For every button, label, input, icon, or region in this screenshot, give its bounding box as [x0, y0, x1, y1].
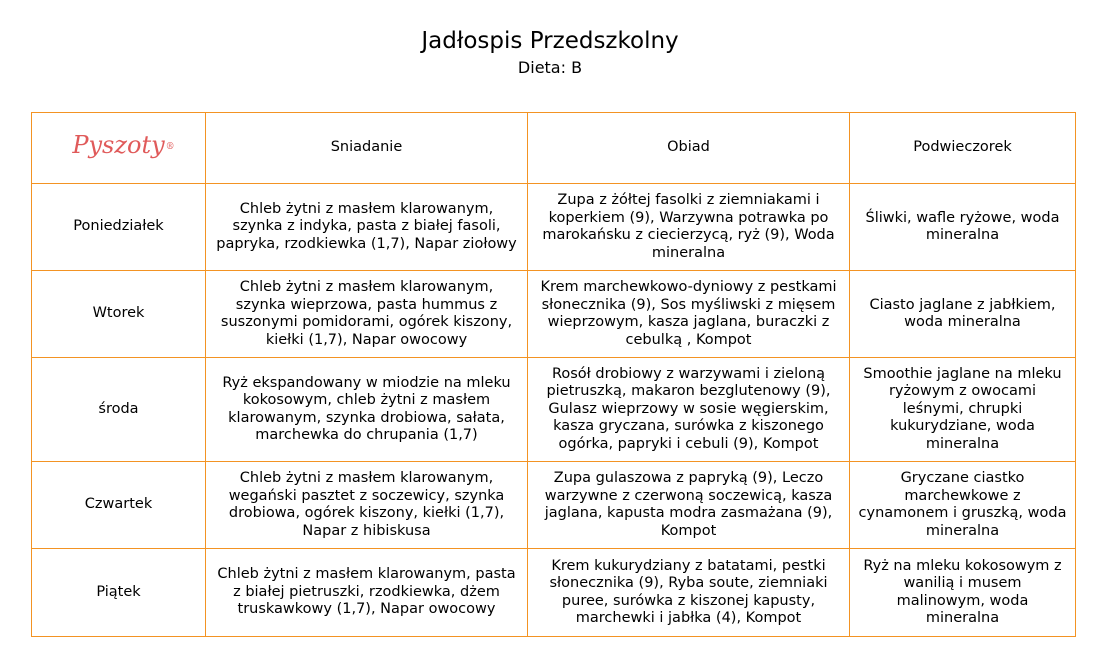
diet-subtitle: Dieta: B — [517, 58, 583, 77]
sniadanie-cell: Chleb żytni z masłem klarowanym, pasta z białej pietruszki, rzodkiewka, dżem truskawkowy (1,7), Napar owocowy — [206, 549, 528, 637]
menu-table — [31, 112, 1076, 637]
pyszoty-logo — [72, 131, 175, 160]
table-row — [32, 271, 1076, 358]
podwieczorek-cell: Śliwki, wafle ryżowe, woda mineralna — [850, 184, 1076, 271]
podwieczorek-cell: Smoothie jaglane na mleku ryżowym z owocami leśnymi, chrupki kukurydziane, woda mineralna — [850, 358, 1076, 462]
obiad-cell: Krem marchewkowo-dyniowy z pestkami słonecznika (9), Sos myśliwski z mięsem wieprzowym, kasza jaglana, buraczki z cebulką , Kompot — [528, 271, 850, 358]
obiad-cell: Zupa gulaszowa z papryką (9), Leczo warzywne z czerwoną soczewicą, kasza jaglana, kapusta modra zasmażana (9), Kompot — [528, 462, 850, 549]
obiad-cell: Zupa z żółtej fasolki z ziemniakami i koperkiem (9), Warzywna potrawka po marokańsku z ciecierzycą, ryż (9), Woda mineralna — [528, 184, 850, 271]
sniadanie-cell: Ryż ekspandowany w miodzie na mleku kokosowym, chleb żytni z masłem klarowanym, szynka drobiowa, sałata, marchewka do chrupania (1,7) — [206, 358, 528, 462]
sniadanie-cell: Chleb żytni z masłem klarowanym, szynka z indyka, pasta z białej fasoli, papryka, rzodkiewka (1,7), Napar ziołowy — [206, 184, 528, 271]
sniadanie-cell: Chleb żytni z masłem klarowanym, szynka wieprzowa, pasta hummus z suszonymi pomidorami, ogórek kiszony, kiełki (1,7), Napar owocowy — [206, 271, 528, 358]
column-header-podwieczorek: Podwieczorek — [850, 113, 1076, 184]
table-header-row — [32, 113, 1076, 184]
table-row — [32, 358, 1076, 462]
day-cell: środa — [32, 358, 206, 462]
podwieczorek-cell: Ciasto jaglane z jabłkiem, woda mineralna — [850, 271, 1076, 358]
day-cell: Poniedziałek — [32, 184, 206, 271]
day-cell: Piątek — [32, 549, 206, 637]
table-row — [32, 184, 1076, 271]
column-header-sniadanie: Sniadanie — [206, 113, 528, 184]
obiad-cell: Rosół drobiowy z warzywami i zieloną pietruszką, makaron bezglutenowy (9), Gulasz wieprzowy w sosie węgierskim, kasza gryczana, surówka z kiszonego ogórka, papryki i cebuli (9), Kompot — [528, 358, 850, 462]
table-row — [32, 549, 1076, 637]
day-cell: Wtorek — [32, 271, 206, 358]
obiad-cell: Krem kukurydziany z batatami, pestki słonecznika (9), Ryba soute, ziemniaki puree, surówka z kiszonej kapusty, marchewki i jabłka (4), Kompot — [528, 549, 850, 637]
logo-text: Pyszoty — [72, 131, 165, 160]
registered-mark: ® — [165, 142, 175, 153]
column-header-obiad: Obiad — [528, 113, 850, 184]
sniadanie-cell: Chleb żytni z masłem klarowanym, wegański pasztet z soczewicy, szynka drobiowa, ogórek kiszony, kiełki (1,7), Napar z hibiskusa — [206, 462, 528, 549]
day-cell: Czwartek — [32, 462, 206, 549]
podwieczorek-cell: Ryż na mleku kokosowym z wanilią i musem malinowym, woda mineralna — [850, 549, 1076, 637]
podwieczorek-cell: Gryczane ciastko marchewkowe z cynamonem i gruszką, woda mineralna — [850, 462, 1076, 549]
page-title: Jadłospis Przedszkolny — [421, 28, 679, 54]
table-row — [32, 462, 1076, 549]
logo-cell — [32, 113, 206, 184]
